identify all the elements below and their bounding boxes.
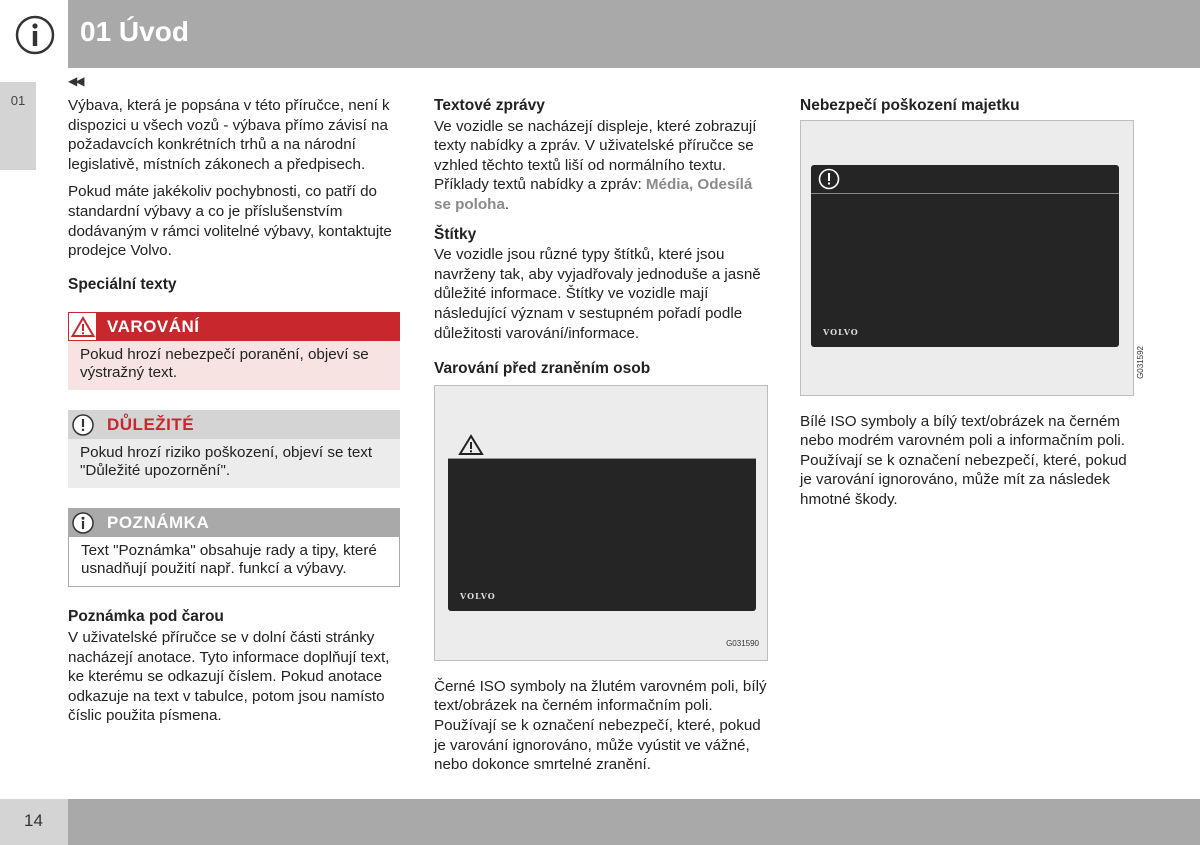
column-2 <box>434 96 770 783</box>
text-messages-heading: Textové zprávy <box>434 97 545 114</box>
warning-text: Pokud hrozí nebezpečí poranění, objeví se výstražný text. <box>68 341 400 390</box>
property-label-figure <box>800 120 1145 396</box>
warning-header <box>68 312 400 341</box>
note-box <box>68 508 400 587</box>
example-position: Odesílá se poloha <box>434 176 753 213</box>
warning-box <box>68 312 400 390</box>
contact-paragraph: Pokud máte jakékoliv pochybnosti, co patří do standardní výbavy a co je příslušenstvím dodávaným v rámci volitelné výbavy, kontaktujte prodejce Volvo. <box>68 183 392 260</box>
text-messages-body-text: Ve vozidle se nacházejí displeje, které zobrazují texty nabídky a zpráv. V uživatelské příručce se vzhled těchto textů liší od normálního textu. Příklady textů nabídky a zpráv: <box>434 117 757 194</box>
column-3 <box>800 96 1145 518</box>
back-arrows-icon[interactable]: ◀◀ <box>68 74 83 88</box>
important-title: DŮLEŽITÉ <box>107 415 195 435</box>
property-heading: Nebezpečí poškození majetku <box>800 97 1020 114</box>
special-texts-heading: Speciální texty <box>68 275 177 293</box>
divider <box>811 193 1119 194</box>
example-media: Média <box>645 176 689 194</box>
important-header <box>68 410 400 439</box>
labels-body: Ve vozidle jsou různé typy štítků, které jsou navrženy tak, aby vyjadřovaly jednoduše a jasně důležité informace. Štítky ve vozidle mají následující význam v sestupném pořadí podle důležitosti varování/informace. <box>434 246 761 342</box>
info-circle-icon <box>68 508 97 537</box>
side-tab-number: 01 <box>10 93 26 108</box>
figure-code: G031592 <box>1136 345 1145 379</box>
important-box <box>68 410 400 488</box>
injury-caption: Černé ISO symboly na žlutém varovném poli, bílý text/obrázek na černém informačním poli. Používají se k označení nebezpečí, které, pokud je varování ignorováno, může vyústit ve vážné, nebo dokonce smrtelné zranění. <box>434 677 767 774</box>
warning-triangle-icon <box>68 312 97 341</box>
note-title: POZNÁMKA <box>107 513 210 533</box>
example-separator: , <box>688 176 698 194</box>
page-number: 14 <box>24 811 43 830</box>
volvo-brand: VOLVO <box>460 591 496 602</box>
injury-label-figure <box>434 385 768 661</box>
footer-bar <box>68 799 1200 845</box>
warning-title: VAROVÁNÍ <box>107 317 200 337</box>
note-header <box>68 508 400 537</box>
text-messages-body <box>434 117 770 215</box>
warning-triangle-icon <box>458 434 484 456</box>
header-icon-box <box>0 0 68 68</box>
important-text: Pokud hrozí riziko poškození, objeví se text "Důležité upozornění". <box>68 439 400 488</box>
injury-heading: Varování před zraněním osob <box>434 360 651 378</box>
column-1 <box>68 96 402 734</box>
property-caption: Bílé ISO symboly a bílý text/obrázek na černém nebo modrém varovném poli a informačním poli. Používají se k označení nebezpečí, které, pokud je varování ignorováno, může mít za následek hmotné škody. <box>800 412 1127 508</box>
warning-field <box>448 431 756 459</box>
exclamation-circle-icon <box>68 410 97 439</box>
label-screen <box>811 165 1119 347</box>
info-icon <box>15 15 55 55</box>
intro-paragraph: Výbava, která je popsána v této příručce, není k dispozici u všech vozů - výbava přímo závisí na požadavcích konkrétních trhů a na národní legislativě, místních zákonech a předpisech. <box>68 97 390 173</box>
exclamation-circle-icon <box>818 168 840 190</box>
labels-heading: Štítky <box>434 225 477 243</box>
figure-code: G031590 <box>726 639 759 649</box>
footnote-text: V uživatelské příručce se v dolní části stránky nacházejí anotace. Tyto informace doplňují text, ke kterému se odkazují číslem. Pokud anotace odkazuje na text v tabulce, potom jsou namísto číslic použita písmena. <box>68 628 390 725</box>
note-text: Text "Poznámka" obsahuje rady a tipy, které usnadňují použití např. funkcí a výbavy. <box>68 537 400 587</box>
chapter-title: 01 Úvod <box>80 16 189 47</box>
footnote-heading: Poznámka pod čarou <box>68 608 224 626</box>
example-end: . <box>504 195 510 213</box>
volvo-brand: VOLVO <box>823 327 859 337</box>
